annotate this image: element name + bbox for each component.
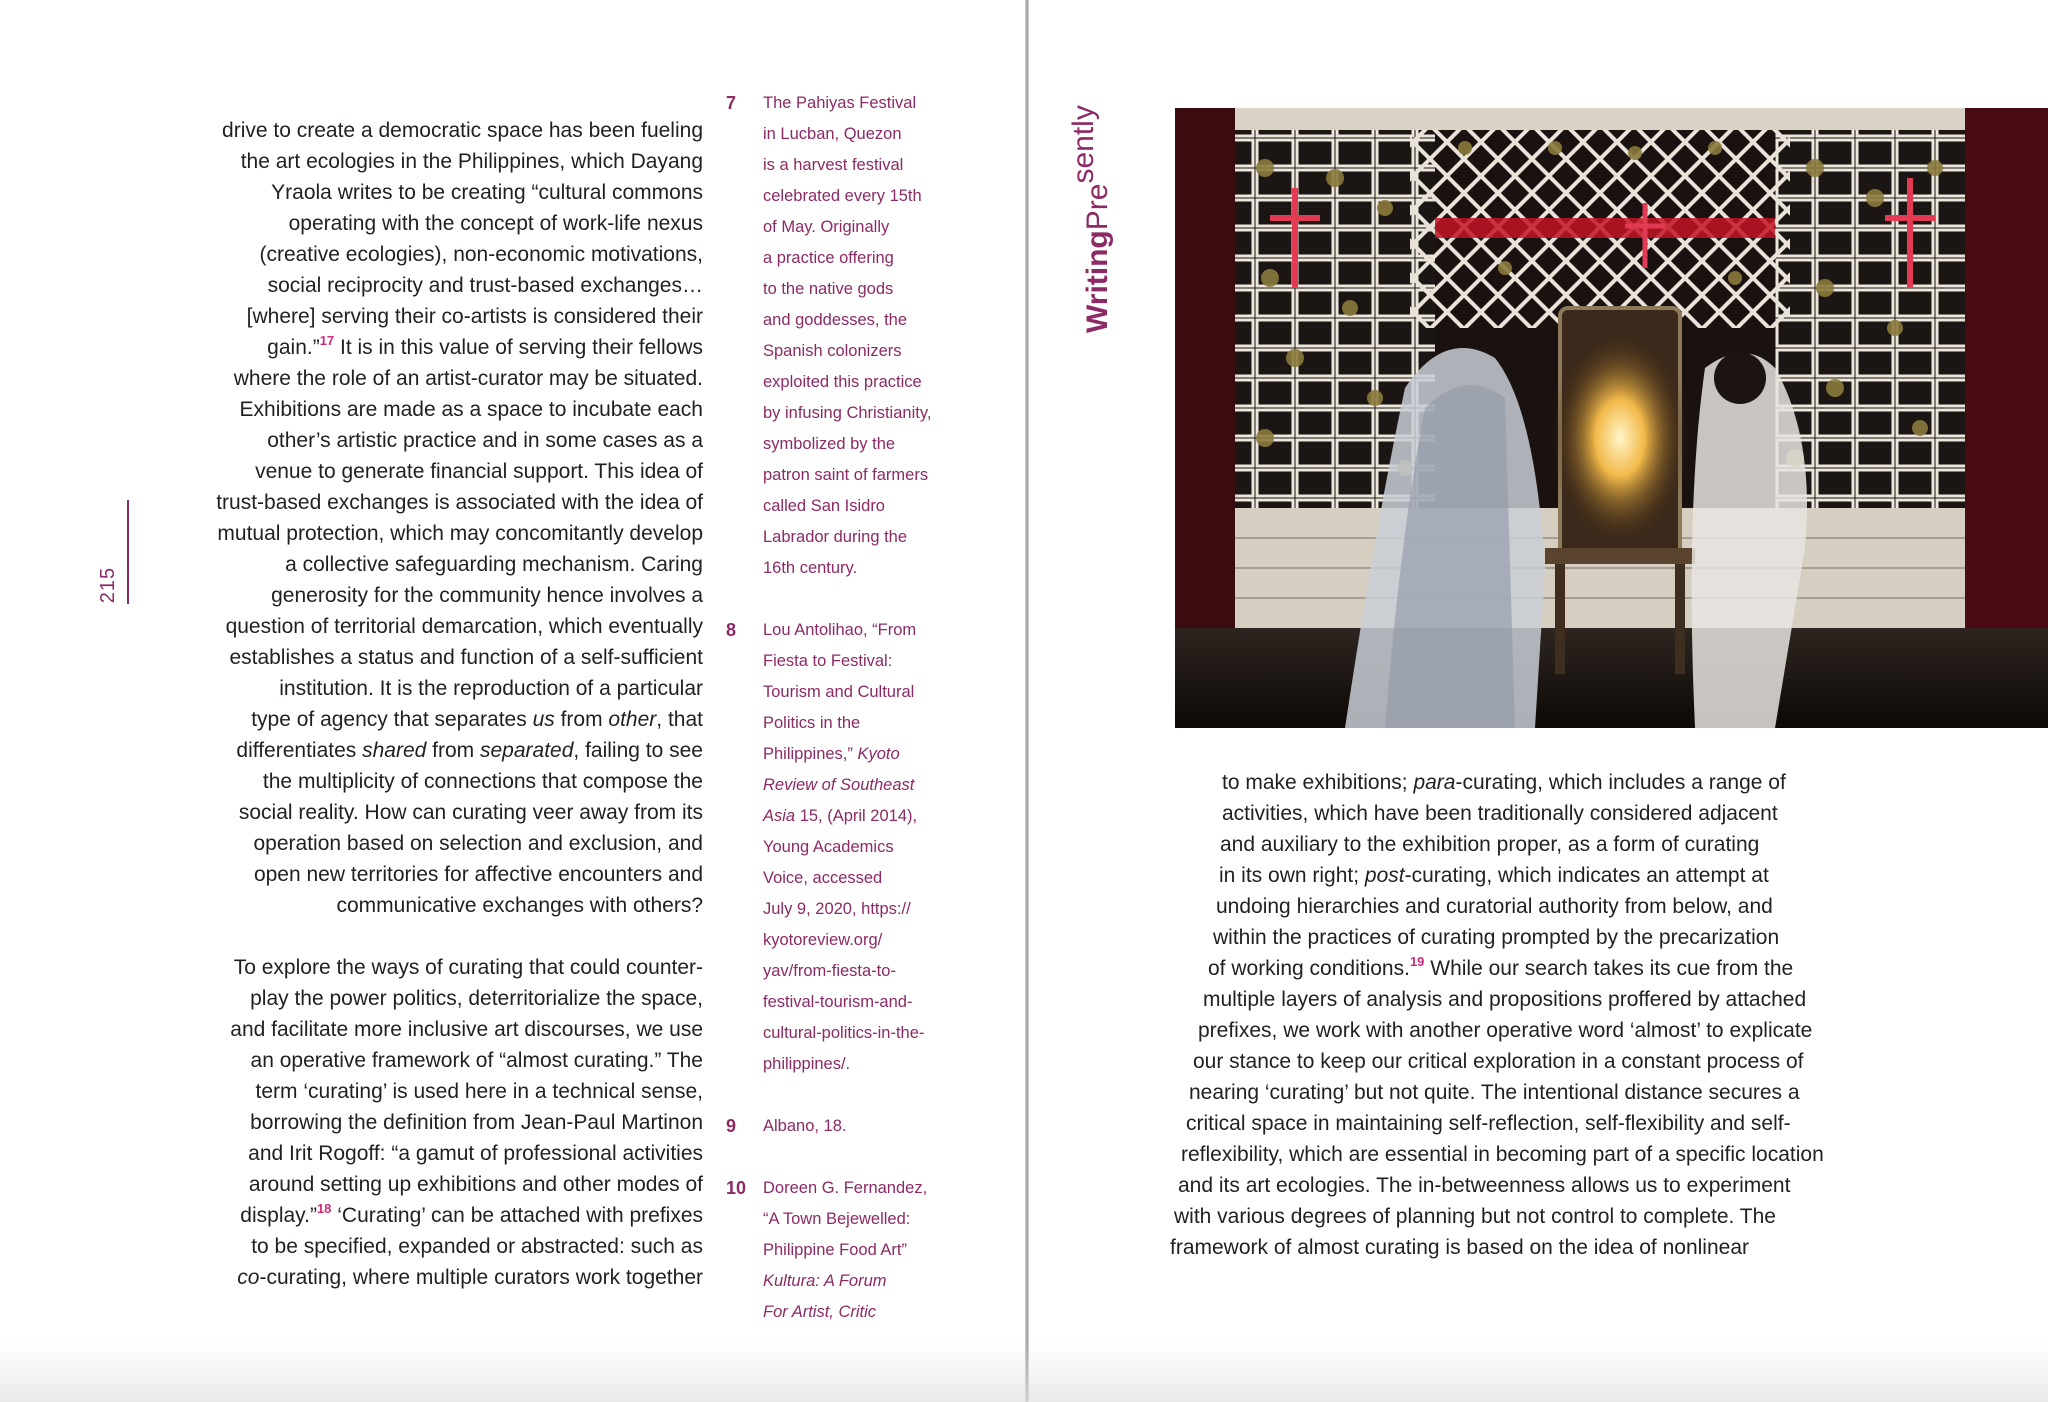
text-line: framework of almost curating is based on the idea of nonlinear — [1170, 1236, 1749, 1259]
text-line: trust-based exchanges is associated with the idea of — [216, 491, 703, 514]
italic-text: us — [532, 708, 555, 731]
text-line: play the power politics, deterritorialize the space, — [250, 987, 703, 1010]
text-line: of working conditions.$^{19}$ While our search takes its cue from the — [1208, 954, 1794, 980]
text-line: a collective safeguarding mechanism. Caring — [285, 553, 703, 576]
footnote-line: patron saint of farmers — [763, 466, 929, 484]
footnote-line: Fiesta to Festival: — [763, 652, 893, 670]
italic-text: shared — [362, 739, 427, 762]
footnote-number: 10 — [726, 1178, 747, 1198]
footnote-line: of May. Originally — [763, 218, 890, 236]
footnote-10 — [726, 1173, 946, 1328]
footnote-line: in Lucban, Quezon — [763, 125, 902, 143]
footnote-number: 9 — [726, 1116, 737, 1136]
text-line: in its own right; post-curating, which indicates an attempt at — [1219, 864, 1769, 887]
footnote-line: festival-tourism-and- — [763, 993, 913, 1011]
footnote-line: Philippines,” Kyoto — [763, 745, 900, 763]
text-line: [where] serving their co-artists is considered their — [246, 305, 703, 328]
text-line: establishes a status and function of a self-sufficient — [229, 646, 703, 669]
text-line: and facilitate more inclusive art discourses, we use — [230, 1018, 703, 1041]
footnote-line: celebrated every 15th — [763, 187, 922, 205]
footnote-line: Lou Antolihao, “From — [763, 621, 917, 639]
footnote-line — [763, 1266, 946, 1297]
italic-text: Review of Southeast — [763, 776, 915, 794]
footnote-number: 8 — [726, 620, 737, 640]
text-line: an operative framework of “almost curating.” The — [250, 1049, 703, 1072]
footnote-line: symbolized by the — [763, 435, 896, 453]
text-line: prefixes, we work with another operative word ‘almost’ to explicate — [1198, 1019, 1813, 1042]
text-line: term ‘curating’ is used here in a technical sense, — [255, 1080, 703, 1103]
footnote-line: Politics in the — [763, 714, 861, 732]
footnote-line: cultural-politics-in-the- — [763, 1024, 925, 1042]
footnote-reference: 18 — [316, 1201, 332, 1216]
footnote-text — [763, 88, 946, 584]
footnote-line: yav/from-fiesta-to- — [763, 962, 896, 980]
text-line: social reality. How can curating veer away from its — [238, 801, 703, 824]
footnote-7 — [726, 88, 946, 584]
body-paragraph — [1170, 767, 1880, 1263]
footnote-reference: 19 — [1409, 954, 1425, 969]
text-line: borrowing the definition from Jean-Paul Martinon — [250, 1111, 703, 1134]
text-line: activities, which have been traditionally considered adjacent — [1222, 802, 1778, 825]
text-line: Yraola writes to be creating “cultural commons — [271, 181, 703, 204]
footnote-line: a practice offering — [763, 249, 894, 267]
running-head-writing: Writing — [1081, 230, 1114, 333]
footnote-8 — [726, 615, 946, 1080]
italic-text: other — [608, 708, 657, 731]
footnote-line: exploited this practice — [763, 373, 922, 391]
text-line: type of agency that separates us from other, that — [251, 708, 703, 731]
italic-text: Kultura: A Forum — [763, 1272, 887, 1290]
footnote-line: Tourism and Cultural — [763, 683, 915, 701]
main-text-column — [170, 115, 703, 1293]
text-line: generosity for the community hence involves a — [271, 584, 703, 607]
footnote-line: and goddesses, the — [763, 311, 908, 329]
footnote-line: 16th century. — [763, 559, 858, 577]
footnote-line: kyotoreview.org/ — [763, 931, 883, 949]
text-line: and auxiliary to the exhibition proper, as a form of curating — [1220, 833, 1760, 856]
footnote-line: is a harvest festival — [763, 156, 904, 174]
running-head-pre: Pre — [1081, 183, 1114, 231]
running-head — [1067, 105, 1116, 333]
text-line: with various degrees of planning but not control to complete. The — [1174, 1205, 1776, 1228]
footnote-9 — [726, 1111, 946, 1142]
festival-altar-photo — [1175, 108, 2048, 728]
footnote-line: Voice, accessed — [763, 869, 883, 887]
footnote-line: Albano, 18. — [763, 1117, 847, 1135]
footnote-text — [763, 1111, 946, 1142]
footnote-line: Spanish colonizers — [763, 342, 902, 360]
text-line: open new territories for affective encounters and — [253, 863, 703, 886]
italic-text: Asia — [763, 807, 796, 825]
text-line: co-curating, where multiple curators work together — [237, 1266, 703, 1289]
right-text-column — [1170, 767, 1880, 1263]
folio-rule — [127, 500, 129, 604]
text-line: to be specified, expanded or abstracted: such as — [251, 1235, 703, 1258]
text-line: question of territorial demarcation, which eventually — [225, 615, 703, 638]
text-line: institution. It is the reproduction of a particular — [279, 677, 703, 700]
italic-text: para — [1413, 771, 1456, 794]
text-line: To explore the ways of curating that could counter- — [233, 956, 703, 979]
text-line: venue to generate financial support. This idea of — [255, 460, 703, 483]
text-line: nearing ‘curating’ but not quite. The intentional distance secures a — [1189, 1081, 1800, 1104]
text-line: reflexibility, which are essential in becoming part of a specific location — [1181, 1143, 1824, 1166]
footnote-line: Asia 15, (April 2014), — [763, 807, 918, 825]
text-line: the multiplicity of connections that compose the — [262, 770, 703, 793]
page-number: 215 — [96, 566, 119, 604]
text-line: mutual protection, which may concomitantly develop — [217, 522, 703, 545]
footnotes-column — [726, 88, 946, 1359]
footnote-line: “A Town Bejewelled: — [763, 1210, 911, 1228]
text-line: communicative exchanges with others? — [336, 894, 703, 917]
footnote-line: Young Academics — [763, 838, 894, 856]
footnote-line: July 9, 2020, https:// — [763, 900, 911, 918]
text-line: and its art ecologies. The in-betweenness allows us to experiment — [1178, 1174, 1791, 1197]
text-line: where the role of an artist-curator may be situated. — [233, 367, 703, 390]
footnote-line: The Pahiyas Festival — [763, 94, 917, 112]
text-line: operation based on selection and exclusion, and — [253, 832, 703, 855]
footnote-line: by infusing Christianity, — [763, 404, 932, 422]
footnote-line: philippines/. — [763, 1055, 851, 1073]
text-line: our stance to keep our critical exploration in a constant process of — [1193, 1050, 1804, 1073]
text-line: drive to create a democratic space has been fueling — [222, 119, 703, 142]
italic-text: For Artist, Critic — [763, 1303, 877, 1321]
text-line: undoing hierarchies and curatorial authority from below, and — [1216, 895, 1773, 918]
italic-text: Kyoto — [857, 745, 900, 763]
text-line: around setting up exhibitions and other modes of — [248, 1173, 703, 1196]
footnote-line — [763, 1297, 946, 1328]
text-line: and Irit Rogoff: “a gamut of professional activities — [248, 1142, 703, 1165]
body-paragraph — [170, 952, 703, 1293]
footnote-number: 7 — [726, 93, 737, 113]
footnote-line: to the native gods — [763, 280, 894, 298]
text-line: within the practices of curating prompted by the precarization — [1213, 926, 1780, 949]
footnote-line: Philippine Food Art” — [763, 1241, 907, 1259]
text-line: to make exhibitions; para-curating, which includes a range of — [1222, 771, 1786, 794]
footnote-line: called San Isidro — [763, 497, 885, 515]
footnote-text — [763, 615, 946, 1080]
text-line: differentiates shared from separated, failing to see — [236, 739, 703, 762]
footnote-reference: 17 — [319, 333, 335, 348]
footnote-line: Doreen G. Fernandez, — [763, 1179, 928, 1197]
text-line: Exhibitions are made as a space to incubate each — [239, 398, 703, 421]
footnote-text — [763, 1173, 946, 1328]
text-line: (creative ecologies), non-economic motivations, — [259, 243, 703, 266]
footnote-line: Labrador during the — [763, 528, 908, 546]
text-line: critical space in maintaining self-reflection, self-flexibility and self- — [1186, 1112, 1791, 1135]
altar-photo-illustration — [1175, 108, 2048, 728]
text-line: display.”$^{18}$ ‘Curating’ can be attached with prefixes — [240, 1201, 703, 1227]
text-line: the art ecologies in the Philippines, which Dayang — [240, 150, 703, 173]
text-line: social reciprocity and trust-based exchanges… — [267, 274, 703, 297]
running-head-sently: sently — [1067, 105, 1100, 184]
italic-text: post — [1364, 864, 1405, 887]
text-line: multiple layers of analysis and propositions proffered by attached — [1203, 988, 1807, 1011]
text-line: gain.”$^{17}$ It is in this value of serving their fellows — [267, 333, 703, 359]
italic-text: separated — [480, 739, 574, 762]
footnote-line — [763, 770, 946, 801]
body-paragraph — [170, 115, 703, 921]
text-line: operating with the concept of work-life nexus — [288, 212, 703, 235]
italic-text: co — [237, 1266, 260, 1289]
text-line: other’s artistic practice and in some cases as a — [267, 429, 703, 452]
